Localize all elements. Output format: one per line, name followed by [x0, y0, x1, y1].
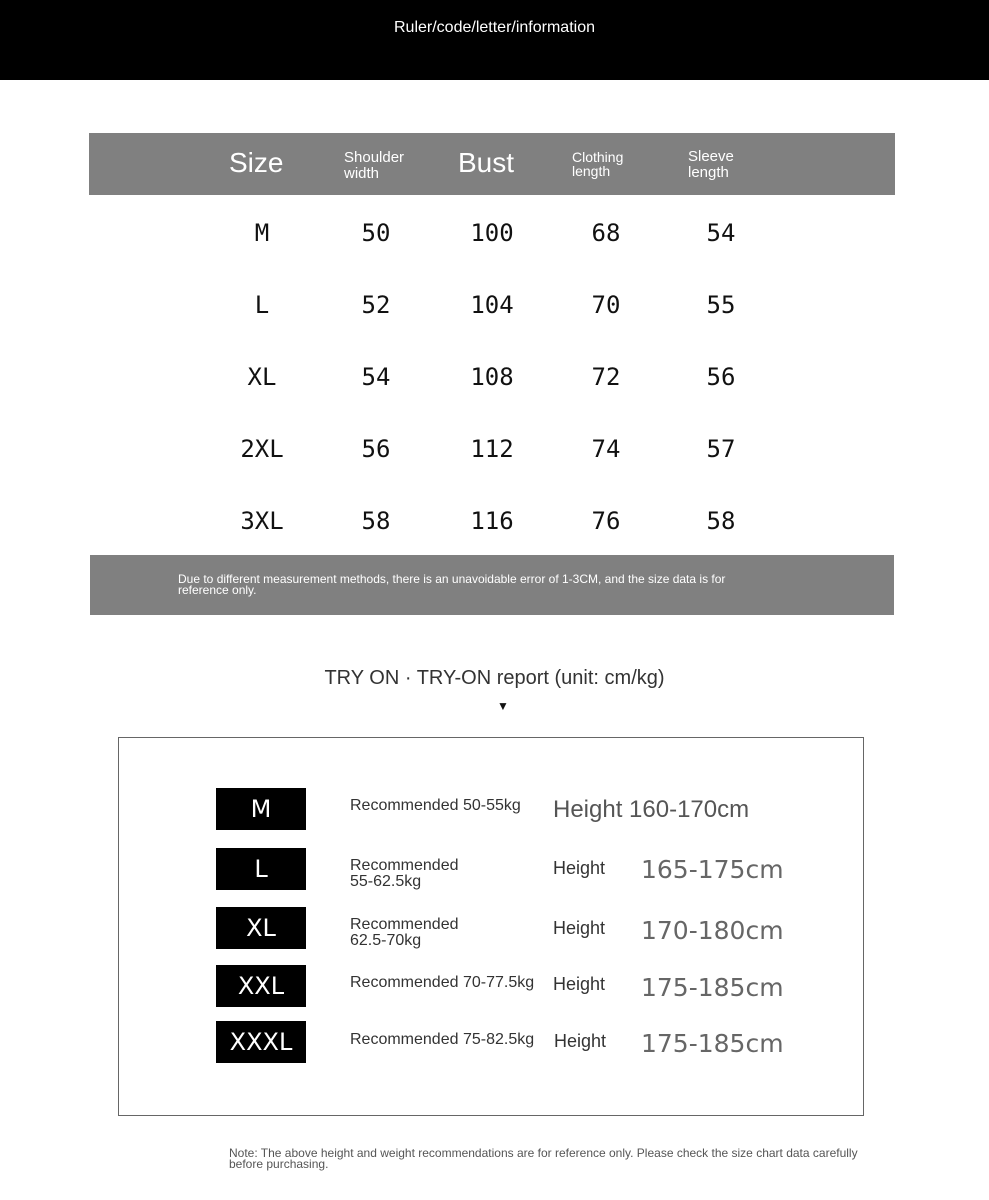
- weight-recommendation: Recommended 70-77.5kg: [350, 974, 535, 991]
- header-shoulder-line1: Shoulder: [344, 149, 405, 166]
- table-row: [0, 501, 989, 541]
- cell-size: 3XL: [240, 507, 284, 535]
- height-label: Height: [553, 918, 606, 938]
- weight-recommendation: Recommended 75-82.5kg: [350, 1031, 535, 1048]
- height-range: 175-185cm: [641, 1029, 784, 1058]
- height-label: Height: [553, 974, 606, 994]
- header-bust: Bust: [458, 147, 515, 178]
- header-clothing-line1: Clothing: [572, 149, 624, 165]
- cell-bust: 104: [470, 291, 514, 319]
- cell-sleeve: 54: [706, 219, 736, 247]
- table-row: [0, 357, 989, 397]
- height-range: 170-180cm: [641, 916, 784, 945]
- weight-recommendation-line1: Recommended: [350, 916, 459, 933]
- cell-sleeve: 58: [706, 507, 736, 535]
- tryon-title: TRY ON · TRY-ON report (unit: cm/kg): [324, 667, 665, 689]
- height-range: 175-185cm: [641, 973, 784, 1002]
- cell-clothing: 68: [591, 219, 621, 247]
- weight-recommendation-line2: 55-62.5kg: [350, 873, 422, 890]
- cell-clothing: 76: [591, 507, 621, 535]
- cell-clothing: 72: [591, 363, 621, 391]
- cell-size: L: [254, 291, 270, 319]
- height-label: Height: [553, 858, 606, 878]
- measurement-notice-text: Due to different measurement methods, there is an unavoidable error of 1-3CM, and the size data is for reference only.: [178, 572, 726, 597]
- cell-shoulder: 50: [361, 219, 391, 247]
- cell-shoulder: 54: [361, 363, 391, 391]
- header-size: Size: [229, 147, 284, 178]
- top-banner: [0, 0, 989, 80]
- cell-sleeve: 55: [706, 291, 736, 319]
- header-clothing-line2: length: [572, 163, 611, 179]
- header-sleeve-line1: Sleeve: [688, 148, 734, 165]
- cell-bust: 112: [470, 435, 514, 463]
- header-shoulder-line2: width: [344, 165, 380, 182]
- footer-note: Note: The above height and weight recommendations are for reference only. Please check the size chart data carefully before purchasing.: [229, 1146, 858, 1171]
- cell-size: 2XL: [240, 435, 284, 463]
- down-arrow-icon: ▼: [497, 699, 509, 713]
- cell-sleeve: 56: [706, 363, 736, 391]
- cell-clothing: 74: [591, 435, 621, 463]
- cell-bust: 108: [470, 363, 514, 391]
- size-badge-l: L: [216, 848, 306, 890]
- height-label: Height: [554, 1031, 607, 1051]
- table-row: [0, 213, 989, 253]
- cell-bust: 116: [470, 507, 514, 535]
- size-badge-xl: XL: [216, 907, 306, 949]
- table-row: [0, 285, 989, 325]
- header-sleeve-line2: length: [688, 164, 729, 181]
- table-row: [0, 429, 989, 469]
- cell-shoulder: 52: [361, 291, 391, 319]
- cell-size: M: [254, 219, 270, 247]
- measurement-notice-bar: [90, 555, 894, 615]
- cell-size: XL: [247, 363, 277, 391]
- weight-recommendation: Recommended 50-55kg: [350, 797, 521, 814]
- cell-clothing: 70: [591, 291, 621, 319]
- banner-title: Ruler/code/letter/information: [394, 19, 595, 36]
- weight-recommendation-line2: 62.5-70kg: [350, 932, 422, 949]
- cell-shoulder: 56: [361, 435, 391, 463]
- size-badge-xxxl: XXXL: [216, 1021, 306, 1063]
- height-range: 165-175cm: [641, 855, 784, 884]
- cell-sleeve: 57: [706, 435, 736, 463]
- cell-shoulder: 58: [361, 507, 391, 535]
- height-recommendation: Height 160-170cm: [553, 796, 750, 823]
- weight-recommendation-line1: Recommended: [350, 857, 459, 874]
- size-badge-xxl: XXL: [216, 965, 306, 1007]
- size-badge-m: M: [216, 788, 306, 830]
- cell-bust: 100: [470, 219, 514, 247]
